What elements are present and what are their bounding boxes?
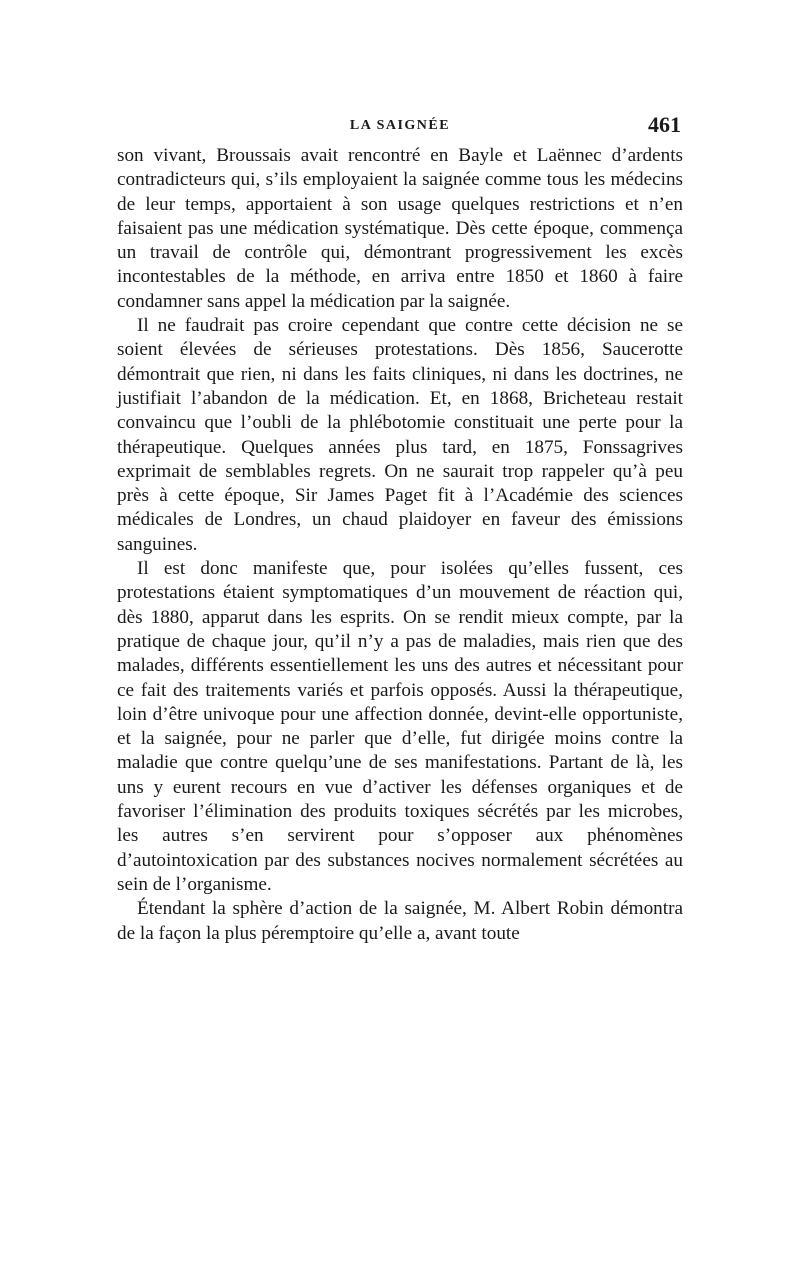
paragraph-3: Il est donc manifeste que, pour isolées qu’elles fussent, ces protestations étaient symptomatiques d’un mouvement de réaction qui, dès 1880, apparut dans les esprits. On se rendit mieux compte, par la pratique de chaque jour, qu’il n’y a pas de maladies, mais rien que des malades, différents essentiellement les uns des autres et nécessitant pour ce fait des traitements variés et parfois opposés. Aussi la thérapeutique, loin d’être univoque pour une affection donnée, devint-elle opportuniste, et la saignée, pour ne parler que d’elle, fut dirigée moins contre la maladie que contre quelqu’une de ses manifestations. Partant de là, les uns y eurent recours en vue d’activer les défenses organiques et de favoriser l’élimination des produits toxiques sécrétés par les microbes, les autres s’en servirent pour s’opposer aux phénomènes d’autointoxication par des substances nocives normalement sécrétées au sein de l’organisme. <box>117 558 683 895</box>
page-header <box>117 112 683 142</box>
page-number: 461 <box>648 112 681 137</box>
paragraph-1: son vivant, Broussais avait rencontré en Bayle et Laënnec d’ardents contradicteurs qui, s’ils employaient la saignée comme tous les médecins de leur temps, apportaient à son usage quelques restrictions et n’en faisaient pas une médication systématique. Dès cette époque, commença un travail de contrôle qui, démontrant progressivement les excès incontestables de la méthode, en arriva entre 1850 et 1860 à faire condamner sans appel la médication par la saignée. <box>117 145 683 312</box>
running-title: LA SAIGNÉE <box>349 118 451 133</box>
book-page <box>117 112 683 946</box>
body-text <box>117 144 683 946</box>
paragraph-2: Il ne faudrait pas croire cependant que contre cette décision ne se soient élevées de sérieuses protestations. Dès 1856, Saucerotte démontrait que rien, ni dans les faits cliniques, ni dans les doctrines, ne justifiait l’abandon de la médication. Et, en 1868, Bricheteau restait convaincu que l’oubli de la phlébotomie constituait une perte pour la thérapeutique. Quelques années plus tard, en 1875, Fonssagrives exprimait de semblables regrets. On ne saurait trop rappeler qu’à peu près à cette époque, Sir James Paget fit à l’Académie des sciences médicales de Londres, un chaud plaidoyer en faveur des émissions sanguines. <box>117 315 683 555</box>
paragraph-4: Étendant la sphère d’action de la saignée, M. Albert Robin démontra de la façon la plus péremptoire qu’elle a, avant toute <box>117 898 683 944</box>
